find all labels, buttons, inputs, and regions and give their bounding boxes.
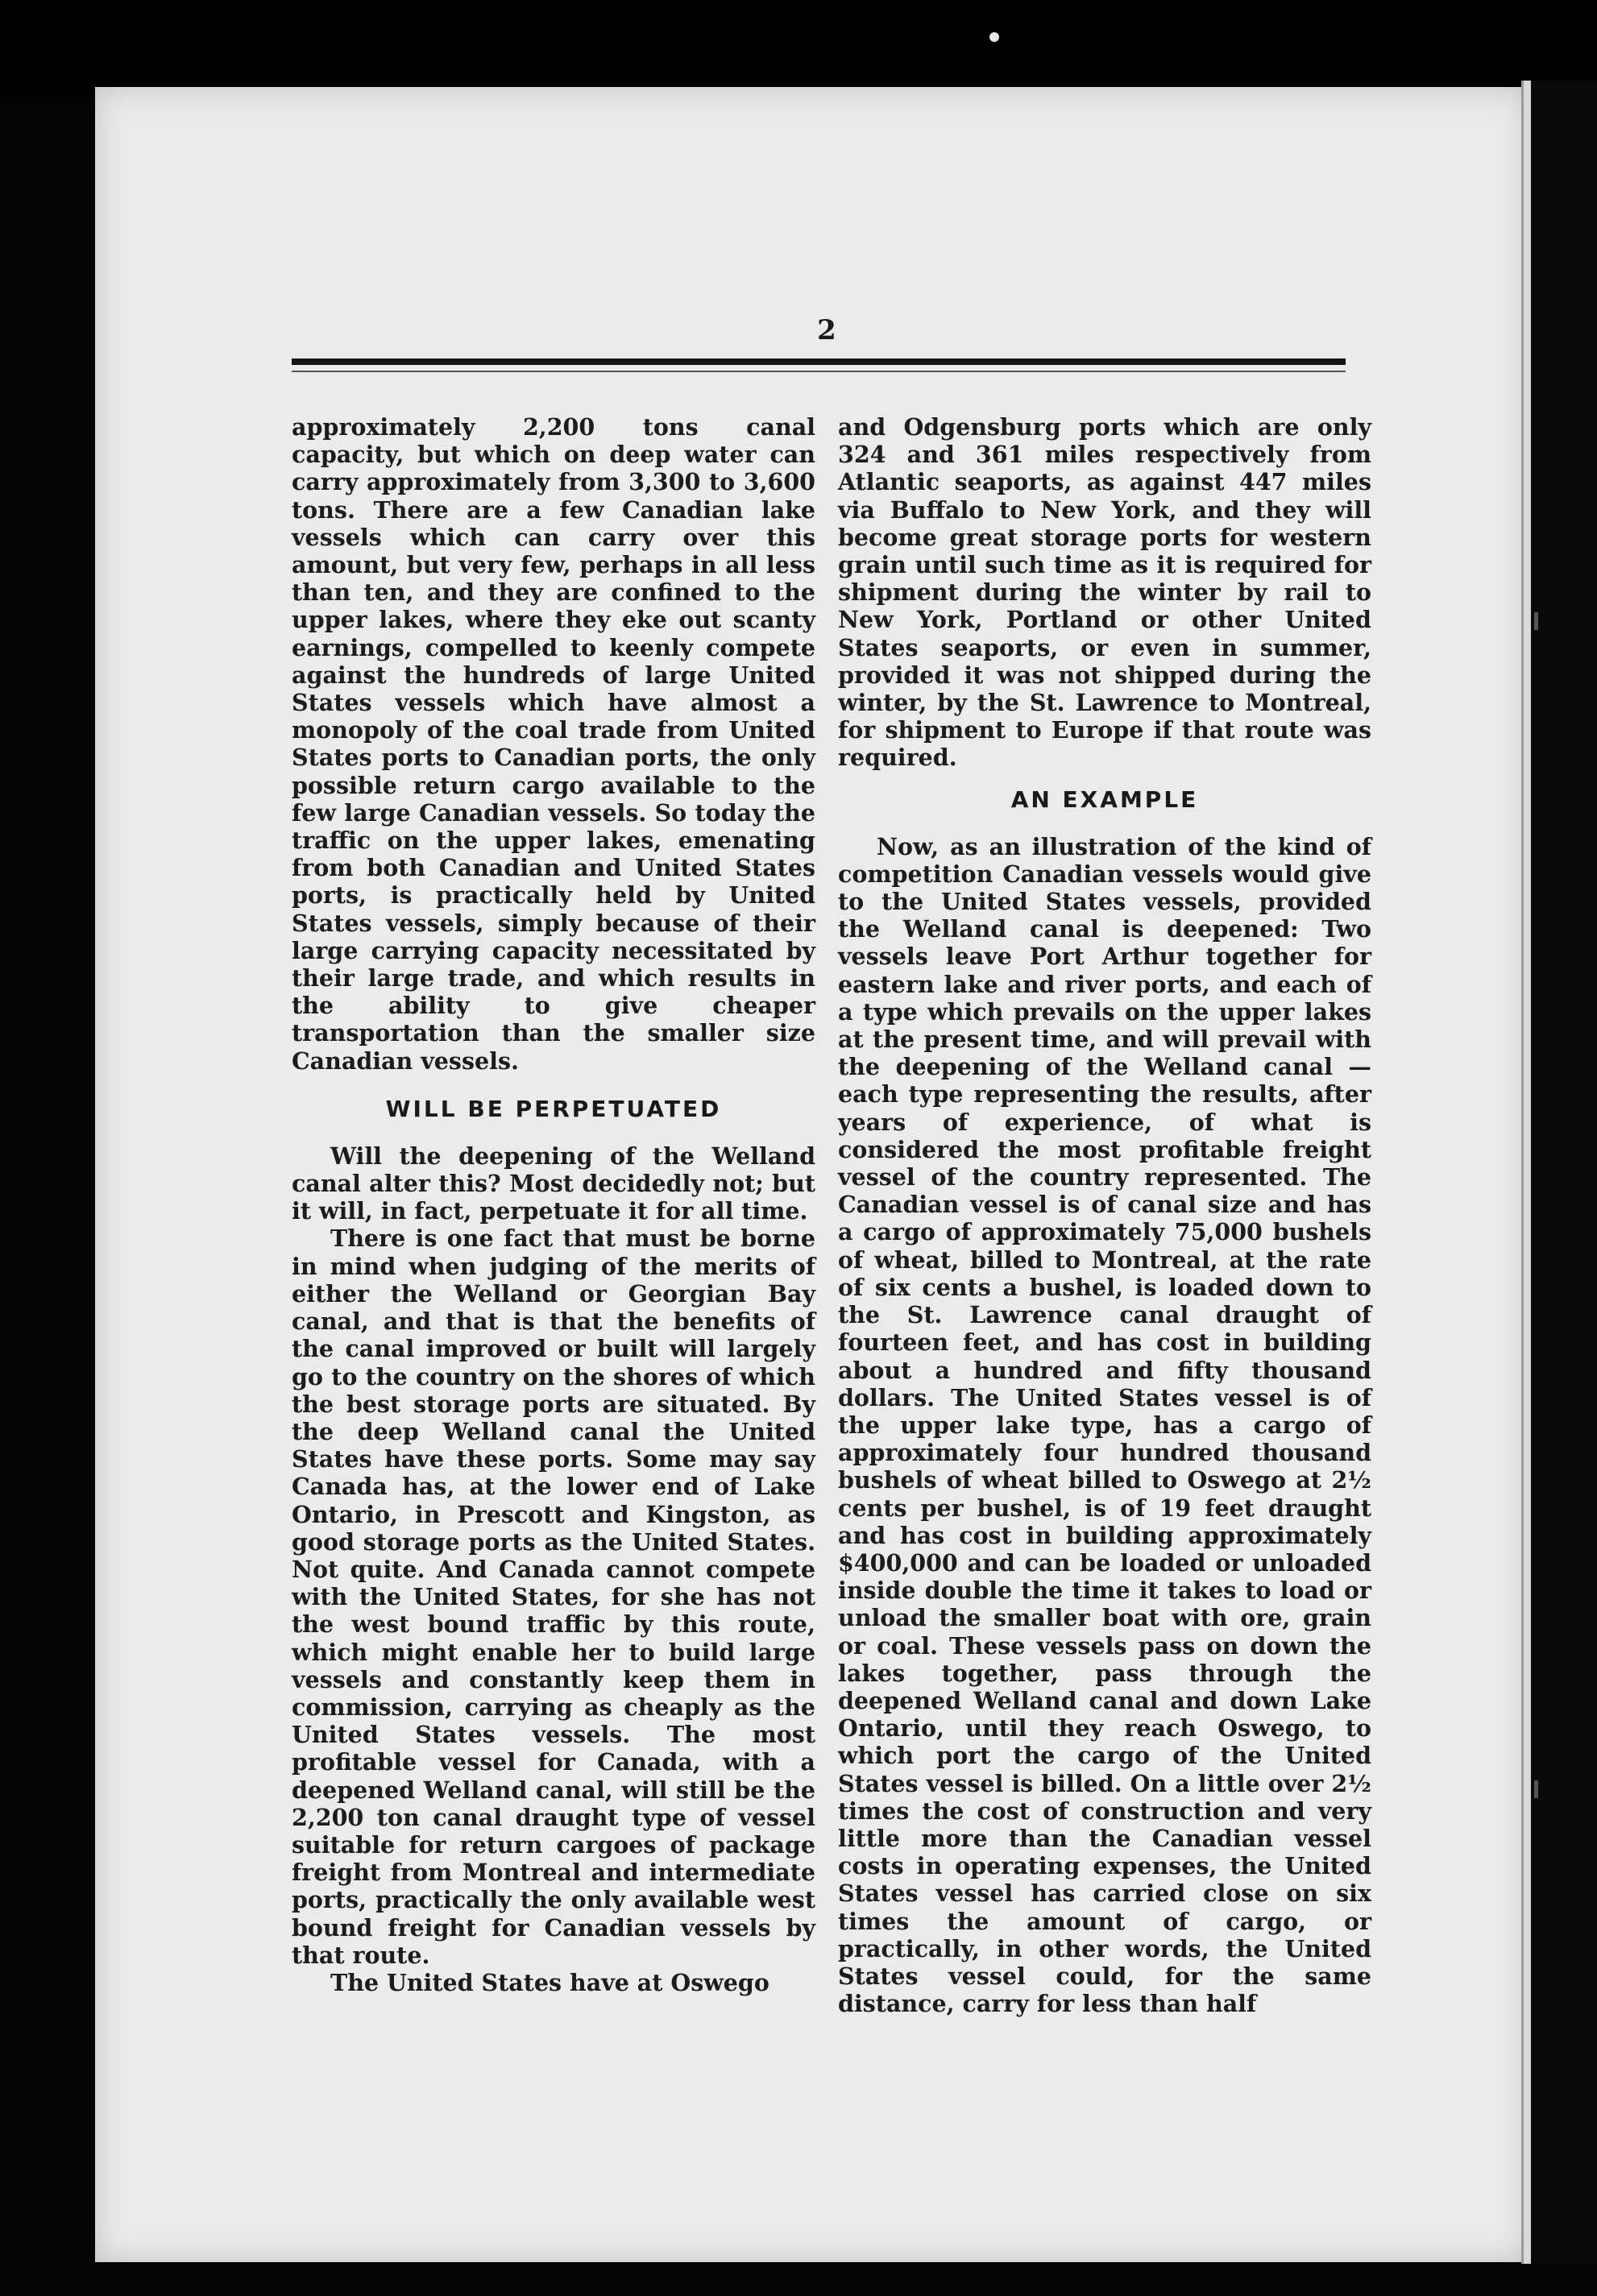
edge-mark [1534,612,1538,630]
paragraph: and Odgensburg ports which are only 324 and 361 miles respectively from Atlantic seaports, as against 447 miles via Buffalo to New York, and they will become great storage ports for western grain until such time as it is required for shipment during the winter by rail to New York, Portland or other United States seaports, or even in summer, provided it was not shipped during the winter, by the St. Lawrence to Montreal, for shipment to Europe if that route was required. [838,413,1371,772]
right-column [838,413,1371,2017]
edge-mark [1534,1780,1538,1798]
paragraph: approximately 2,200 tons canal capacity, but which on deep water can carry approximately from 3,300 to 3,600 tons. There are a few Canadian lake vessels which can carry over this amount, but very few, perhaps in all less than ten, and they are confined to the upper lakes, where they eke out scanty earnings, compelled to keenly compete against the hundreds of large United States vessels which have almost a monopoly of the coal trade from United States ports to Canadian ports, the only possible return cargo available to the few large Canadian vessels. So today the traffic on the upper lakes, emenating from both Canadian and United States ports, is practically held by United States vessels, simply because of their large carrying capacity necessitated by their large trade, and which results in the ability to give cheaper transportation than the smaller size Canadian vessels. [292,413,815,1075]
header-rule [292,358,1346,365]
section-heading: AN EXAMPLE [1010,785,1199,813]
scanner-top-band [0,0,1597,97]
scanner-right-band [1531,81,1597,2264]
paragraph: There is one fact that must be borne in mind when judging of the merits of either the Welland or Georgian Bay canal, and that is that the benefits of the canal improved or built will largely go to the country on the shores of which the best storage ports are situated. By the deep Welland canal the United States have these ports. Some may say Canada has, at the lower end of Lake Ontario, in Prescott and Kingston, as good storage ports as the United States. Not quite. And Canada cannot compete with the United States, for she has not the west bound traffic by this route, which might enable her to build large vessels and constantly keep them in commission, carrying as cheaply as the United States vessels. The most profitable vessel for Canada, with a deepened Welland canal, will still be the 2,200 ton canal draught type of vessel suitable for return cargoes of package freight from Montreal and intermediate ports, practically the only available west bound freight for Canadian vessels by that route. [292,1225,815,1969]
paragraph: The United States have at Oswego [330,1968,769,1996]
page-number: 2 [817,314,836,346]
paragraph: Now, as an illustration of the kind of competition Canadian vessels would give to the United States vessels, provided the Welland canal is deepened: Two vessels leave Port Arthur together for eastern lake and river ports, and each of a type which prevails on the upper lakes at the present time, and will prevail with the deepening of the Welland canal —each type representing the results, after years of experience, of what is considered the most profitable freight vessel of the country represented. The Canadian vessel is of canal size and has a cargo of approximately 75,000 bushels of wheat, billed to Montreal, at the rate of six cents a bushel, is loaded down to the St. Lawrence canal draught of fourteen feet, and has cost in building about a hundred and fifty thousand dollars. The United States vessel is of the upper lake type, has a cargo of approximately four hundred thousand bushels of wheat billed to Oswego at 2½ cents per bushel, is of 19 feet draught and has cost in building approximately $400,000 and can be loaded or unloaded inside double the time it takes to load or unload the smaller boat with ore, grain or coal. These vessels pass on down the lakes together, pass through the deepened Welland canal and down Lake Ontario, until they reach Oswego, to which port the cargo of the United States vessel is billed. On a little over 2½ times the cost of construction and very little more than the Canadian vessel costs in operating expenses, the United States vessel has carried close on six times the amount of cargo, or practically, in other words, the United States vessel could, for the same distance, carry for less than half [838,832,1371,2018]
left-column [292,413,815,1996]
header-rule-thin [292,371,1346,372]
scan-artifact-dot [989,32,999,42]
section-heading: WILL BE PERPETUATED [385,1095,722,1122]
paragraph: Will the deepening of the Welland canal alter this? Most decidedly not; but it will, in fact, perpetuate it for all time. [292,1142,815,1225]
